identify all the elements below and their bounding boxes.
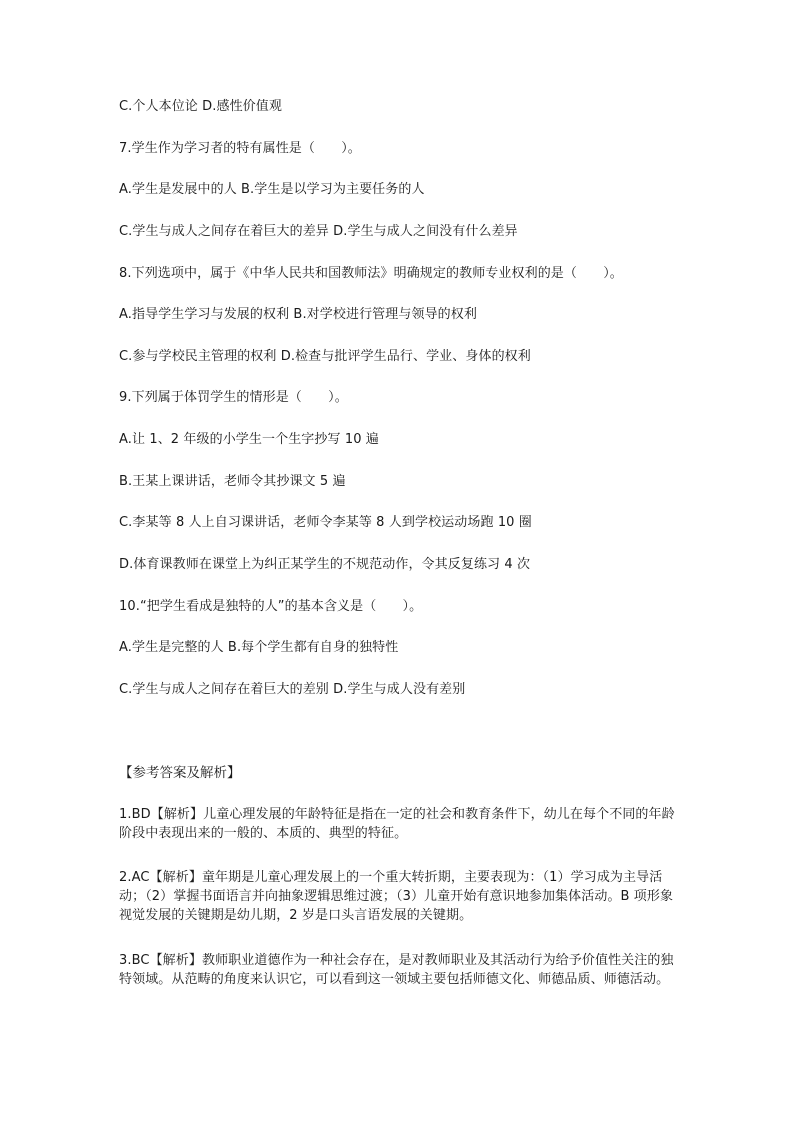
q6-options-cd: C.个人本位论 D.感性价值观: [119, 99, 282, 114]
q10-options-ab: A.学生是完整的人 B.每个学生都有自身的独特性: [119, 640, 399, 655]
q9-option-c: C.李某等 8 人上自习课讲话，老师令李某等 8 人到学校运动场跑 10 圈: [119, 515, 532, 530]
q9-option-a: A.让 1、2 年级的小学生一个生字抄写 10 遍: [119, 432, 379, 447]
answer-1: 1.BD【解析】儿童心理发展的年龄特征是指在一定的社会和教育条件下，幼儿在每个不同的年龄阶段中表现出来的一般的、本质的、典型的特征。: [119, 807, 675, 841]
q7-stem: 7.学生作为学习者的特有属性是（ ）。: [119, 141, 361, 156]
answers-section-title: 【参考答案及解析】: [119, 765, 241, 781]
answer-3: 3.BC【解析】教师职业道德作为一种社会存在，是对教师职业及其活动行为给予价值性关注的独特领域。从范畴的角度来认识它，可以看到这一领域主要包括师德文化、师德品质、师德活动。: [119, 953, 674, 987]
q9-option-d: D.体育课教师在课堂上为纠正某学生的不规范动作，令其反复练习 4 次: [119, 557, 531, 572]
q9-stem: 9.下列属于体罚学生的情形是（ ）。: [119, 390, 348, 405]
q10-options-cd: C.学生与成人之间存在着巨大的差别 D.学生与成人没有差别: [119, 682, 466, 697]
q8-stem: 8.下列选项中，属于《中华人民共和国教师法》明确规定的教师专业权利的是（ ）。: [119, 266, 623, 281]
q8-options-ab: A.指导学生学习与发展的权利 B.对学校进行管理与领导的权利: [119, 307, 477, 322]
q10-stem: 10.“把学生看成是独特的人”的基本含义是（ ）。: [119, 599, 423, 614]
q9-option-b: B.王某上课讲话，老师令其抄课文 5 遍: [119, 474, 346, 489]
q7-options-cd: C.学生与成人之间存在着巨大的差异 D.学生与成人之间没有什么差异: [119, 224, 518, 239]
q8-options-cd: C.参与学校民主管理的权利 D.检查与批评学生品行、学业、身体的权利: [119, 349, 531, 364]
answer-2: 2.AC【解析】童年期是儿童心理发展上的一个重大转折期，主要表现为：（1）学习成为主导活动；（2）掌握书面语言并向抽象逻辑思维过渡；（3）儿童开始有意识地参加集体活动。B 项形象视觉发展的关键期是幼儿期，2 岁是口头言语发展的关键期。: [119, 870, 674, 923]
q7-options-ab: A.学生是发展中的人 B.学生是以学习为主要任务的人: [119, 182, 425, 197]
